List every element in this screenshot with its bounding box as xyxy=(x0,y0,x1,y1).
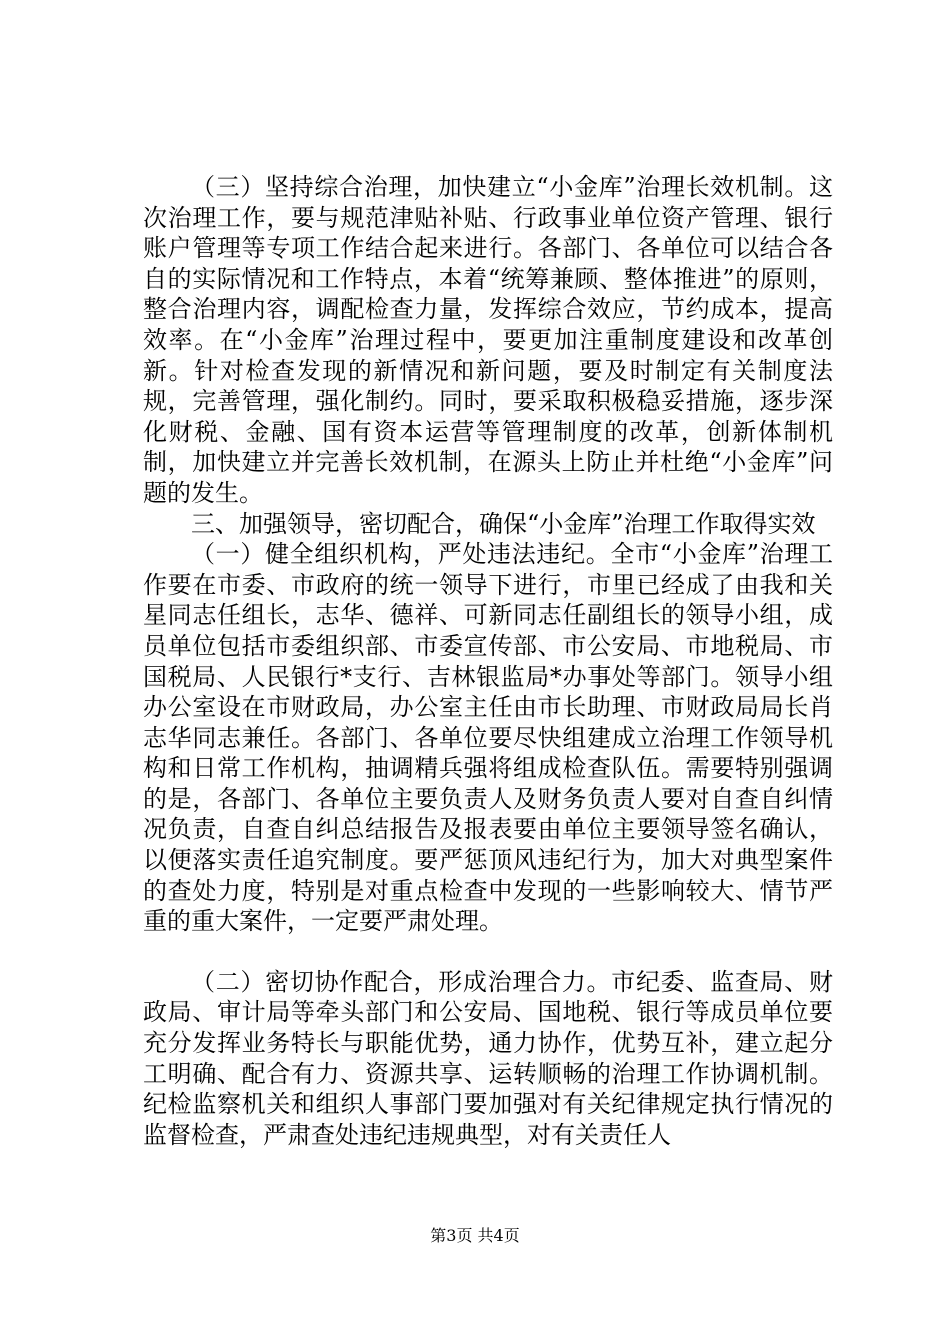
paragraph-section-3-three: （三）坚持综合治理，加快建立“小金库”治理长效机制。这次治理工作，要与规范津贴补贴、行政事业单位资产管理、银行账户管理等专项工作结合起来进行。各部门、各单位可以结合各自的实际情况和工作特点，本着“统筹兼顾、整体推进”的原则，整合治理内容，调配检查力量，发挥综合效应，节约成本，提高效率。在“小金库”治理过程中，要更加注重制度建设和改革创新。针对检查发现的新情况和新问题，要及时制定有关制度法规，完善管理，强化制约。同时，要采取积极稳妥措施，逐步深化财税、金融、国有资本运营等管理制度的改革，创新体制机制，加快建立并完善长效机制，在源头上防止并杜绝“小金库”问题的发生。 xyxy=(143,173,833,507)
paragraph-section-three-two: （二）密切协作配合，形成治理合力。市纪委、监查局、财政局、审计局等牵头部门和公安局、国地税、银行等成员单位要充分发挥业务特长与职能优势，通力协作，优势互补，建立起分工明确、配合有力、资源共享、运转顺畅的治理工作协调机制。纪检监察机关和组织人事部门要加强对有关纪律规定执行情况的监督检查，严肃查处违纪违规典型，对有关责任人 xyxy=(143,967,833,1149)
document-body xyxy=(143,172,833,1150)
heading-section-three: 三、加强领导，密切配合，确保“小金库”治理工作取得实效 xyxy=(191,509,816,538)
paragraph-spacer xyxy=(143,937,833,967)
page-number-footer: 第3页 共4页 xyxy=(430,1226,520,1245)
paragraph-section-three-one: （一）健全组织机构，严处违法违纪。全市“小金库”治理工作要在市委、市政府的统一领导下进行，市里已经成了由我和关星同志任组长，志华、德祥、可新同志任副组长的领导小组，成员单位包括市委组织部、市委宣传部、市公安局、市地税局、市国税局、人民银行*支行、吉林银监局*办事处等部门。领导小组办公室设在市财政局，办公室主任由市长助理、市财政局局长肖志华同志兼任。各部门、各单位要尽快组建成立治理工作领导机构和日常工作机构，抽调精兵强将组成检查队伍。需要特别强调的是，各部门、各单位主要负责人及财务负责人要对自查自纠情况负责，自查自纠总结报告及报表要由单位主要领导签名确认，以便落实责任追究制度。要严惩顶风违纪行为，加大对典型案件的查处力度，特别是对重点检查中发现的一些影响较大、情节严重的重大案件，一定要严肃处理。 xyxy=(143,540,833,936)
